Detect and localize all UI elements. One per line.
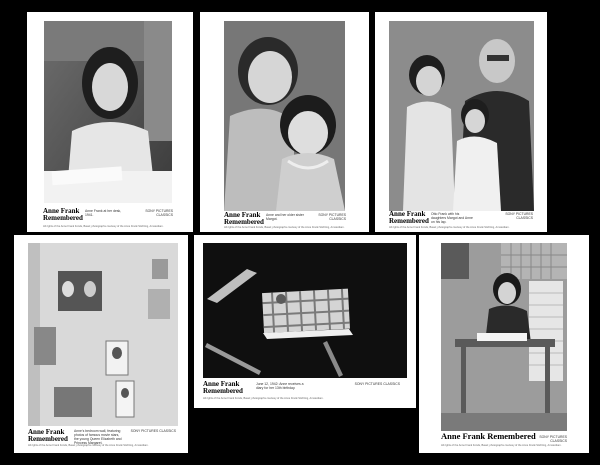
card-credit: All rights of the Anne Frank Fonds, Basel; photographs courtesy of the Anne Frank Stichting, Amsterdam. bbox=[28, 444, 149, 447]
card-brand: SONY PICTURES CLASSICS bbox=[318, 213, 346, 221]
still-card-2 bbox=[200, 12, 369, 232]
still-card-3 bbox=[375, 12, 547, 232]
card-credit: All rights of the Anne Frank Fonds, Basel; photographs courtesy of the Anne Frank Stichting, Amsterdam. bbox=[203, 397, 324, 400]
card-title: Anne Frank Remembered bbox=[203, 380, 243, 395]
card-brand: SONY PICTURES CLASSICS bbox=[130, 429, 176, 433]
photo-otto-with-daughters bbox=[389, 21, 534, 211]
card-caption: Anne Frank at her desk, 1941. bbox=[85, 209, 122, 217]
card-credit: All rights of the Anne Frank Fonds, Basel; photographs courtesy of the Anne Frank Stichting, Amsterdam. bbox=[43, 225, 164, 228]
card-title: Anne Frank Remembered bbox=[28, 428, 68, 443]
card-brand: SONY PICTURES CLASSICS bbox=[539, 435, 567, 443]
card-caption: Otto Frank with his daughters Margot and Anne on his lap. bbox=[431, 212, 473, 224]
photo-anne-diary bbox=[203, 243, 407, 378]
card-brand: SONY PICTURES CLASSICS bbox=[354, 382, 400, 386]
card-brand: SONY PICTURES CLASSICS bbox=[505, 212, 533, 220]
card-caption: Anne and her older sister Margot. bbox=[266, 213, 304, 221]
still-card-4 bbox=[14, 235, 188, 453]
card-title: Anne Frank Remembered bbox=[224, 211, 264, 226]
card-brand: SONY PICTURES CLASSICS bbox=[145, 209, 173, 217]
card-caption: Anne's bedroom wall, featuring photos of famous movie stars, the young Queen Elizabeth and Princess Margaret. bbox=[74, 429, 122, 445]
photo-anne-writing bbox=[441, 243, 567, 431]
card-title: Anne Frank Remembered bbox=[43, 207, 83, 222]
card-credit: All rights of the Anne Frank Fonds, Basel; photographs courtesy of the Anne Frank Stichting, Amsterdam. bbox=[441, 444, 562, 447]
still-card-5 bbox=[194, 235, 416, 408]
card-title: Anne Frank Remembered bbox=[441, 431, 536, 441]
card-title: Anne Frank Remembered bbox=[389, 210, 429, 225]
photo-bedroom-wall bbox=[28, 243, 178, 426]
card-credit: All rights of the Anne Frank Fonds, Basel; photographs courtesy of the Anne Frank Stichting, Amsterdam. bbox=[224, 226, 345, 229]
card-credit: All rights of the Anne Frank Fonds, Basel; photographs courtesy of the Anne Frank Stichting, Amsterdam. bbox=[389, 226, 510, 229]
card-caption: June 12, 1942: Anne receives a diary for her 13th birthday. bbox=[256, 382, 304, 390]
still-card-1 bbox=[27, 12, 193, 232]
photo-anne-at-desk bbox=[44, 21, 172, 203]
still-card-6 bbox=[419, 235, 589, 453]
photo-anne-and-margot bbox=[224, 21, 345, 211]
